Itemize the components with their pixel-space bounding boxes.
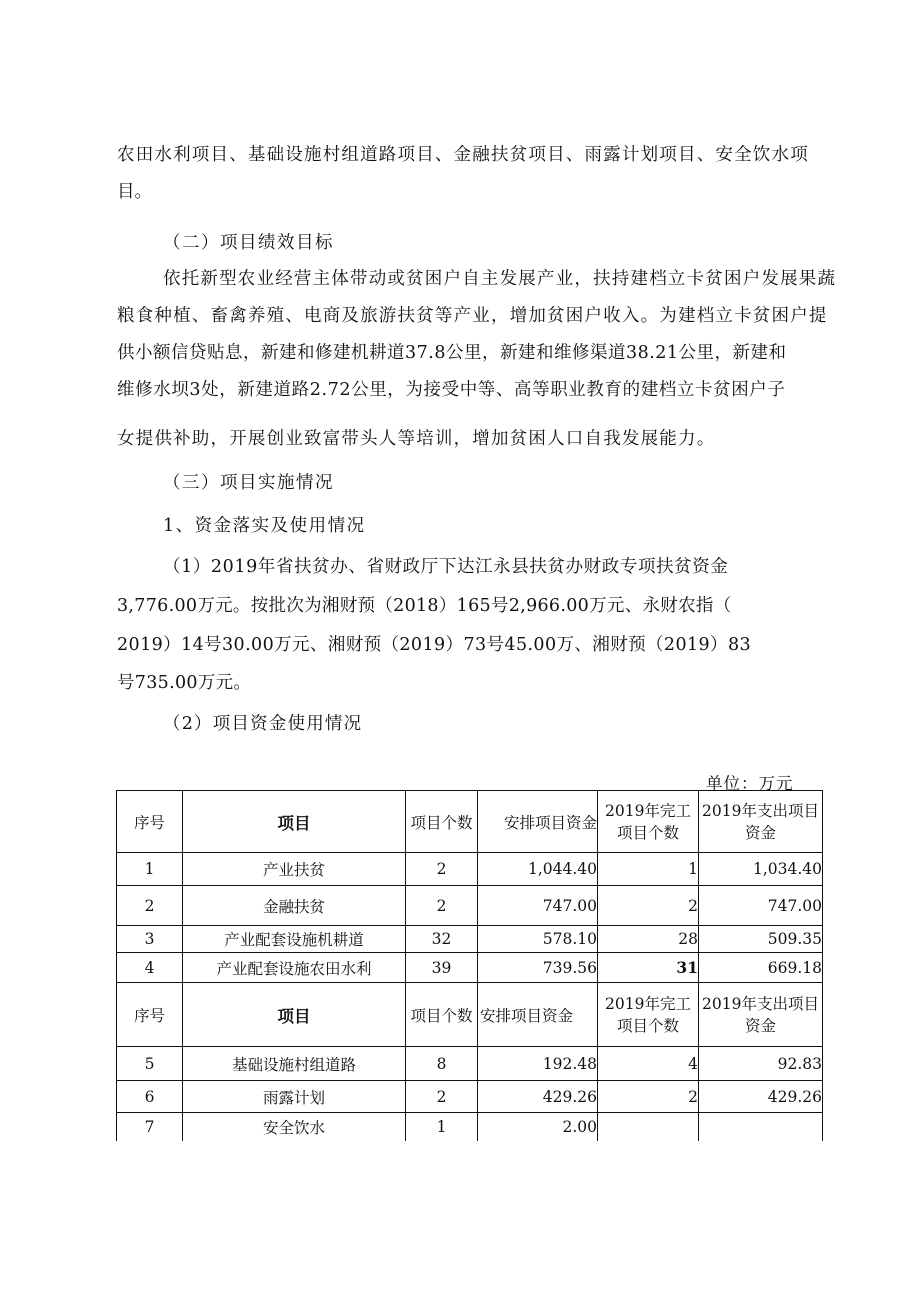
cell-done bbox=[598, 1113, 699, 1141]
paragraph-line: 依托新型农业经营主体带动或贫困户自主发展产业，扶持建档立卡贫困户发展果蔬 bbox=[163, 269, 837, 289]
cell-seq: 7 bbox=[117, 1113, 183, 1141]
cell-count: 2 bbox=[406, 853, 478, 886]
paragraph-line: 维修水坝3处，新建道路2.72公里，为接受中等、高等职业教育的建档立卡贫困户子 bbox=[117, 380, 786, 400]
header-count: 项目个数 bbox=[406, 983, 478, 1047]
subsection-heading-fund-usage: （2）项目资金使用情况 bbox=[163, 714, 363, 734]
cell-done: 1 bbox=[598, 853, 699, 886]
cell-item: 雨露计划 bbox=[183, 1081, 406, 1113]
subsection-heading-funds: 1、资金落实及使用情况 bbox=[163, 516, 366, 536]
cell-funds: 192.48 bbox=[478, 1047, 598, 1081]
cell-done: 4 bbox=[598, 1047, 699, 1081]
cell-count: 8 bbox=[406, 1047, 478, 1081]
cell-spent: 669.18 bbox=[699, 953, 823, 983]
section-heading-implementation: （三）项目实施情况 bbox=[163, 473, 334, 493]
header-done: 2019年完工项目个数 bbox=[598, 983, 699, 1047]
cell-item: 产业配套设施农田水利 bbox=[183, 953, 406, 983]
paragraph-line: 女提供补助，开展创业致富带头人等培训，增加贫困人口自我发展能力。 bbox=[117, 429, 716, 449]
cell-done: 31 bbox=[598, 953, 699, 983]
paragraph-line: 供小额信贷贴息，新建和修建机耕道37.8公里，新建和维修渠道38.21公里，新建和 bbox=[117, 343, 787, 363]
cell-item: 产业扶贫 bbox=[183, 853, 406, 886]
table-row bbox=[117, 1113, 823, 1141]
fund-usage-table bbox=[116, 790, 823, 1141]
header-seq: 序号 bbox=[117, 983, 183, 1047]
cell-item: 产业配套设施机耕道 bbox=[183, 926, 406, 953]
header-item: 项目 bbox=[183, 791, 406, 853]
table-unit-label: 单位：万元 bbox=[706, 774, 794, 793]
table-row bbox=[117, 1081, 823, 1113]
table-row bbox=[117, 1047, 823, 1081]
table-header-row bbox=[117, 791, 823, 853]
paragraph-line: （1）2019年省扶贫办、省财政厅下达江永县扶贫办财政专项扶贫资金 bbox=[163, 557, 729, 577]
cell-item: 金融扶贫 bbox=[183, 886, 406, 926]
cell-spent: 1,034.40 bbox=[699, 853, 823, 886]
paragraph-line: 农田水利项目、基础设施村组道路项目、金融扶贫项目、雨露计划项目、安全饮水项 bbox=[117, 145, 809, 165]
cell-spent: 429.26 bbox=[699, 1081, 823, 1113]
header-spent: 2019年支出项目资金 bbox=[699, 791, 823, 853]
cell-seq: 5 bbox=[117, 1047, 183, 1081]
cell-count: 39 bbox=[406, 953, 478, 983]
paragraph-line: 号735.00万元。 bbox=[117, 673, 252, 693]
table-row bbox=[117, 953, 823, 983]
cell-seq: 4 bbox=[117, 953, 183, 983]
cell-item: 基础设施村组道路 bbox=[183, 1047, 406, 1081]
cell-seq: 2 bbox=[117, 886, 183, 926]
header-done: 2019年完工项目个数 bbox=[598, 791, 699, 853]
cell-funds: 2.00 bbox=[478, 1113, 598, 1141]
cell-count: 32 bbox=[406, 926, 478, 953]
section-heading-performance-goals: （二）项目绩效目标 bbox=[163, 233, 334, 253]
cell-funds: 429.26 bbox=[478, 1081, 598, 1113]
table-row bbox=[117, 853, 823, 886]
cell-spent: 747.00 bbox=[699, 886, 823, 926]
cell-seq: 6 bbox=[117, 1081, 183, 1113]
header-item: 项目 bbox=[183, 983, 406, 1047]
cell-seq: 1 bbox=[117, 853, 183, 886]
paragraph-line: 2019）14号30.00万元、湘财预（2019）73号45.00万、湘财预（2019）83 bbox=[117, 635, 752, 655]
cell-done: 28 bbox=[598, 926, 699, 953]
cell-funds: 578.10 bbox=[478, 926, 598, 953]
cell-funds: 739.56 bbox=[478, 953, 598, 983]
cell-count: 2 bbox=[406, 1081, 478, 1113]
cell-spent: 509.35 bbox=[699, 926, 823, 953]
cell-done: 2 bbox=[598, 886, 699, 926]
paragraph-line: 目。 bbox=[117, 182, 152, 202]
cell-item: 安全饮水 bbox=[183, 1113, 406, 1141]
cell-done: 2 bbox=[598, 1081, 699, 1113]
cell-count: 2 bbox=[406, 886, 478, 926]
cell-spent: 92.83 bbox=[699, 1047, 823, 1081]
header-funds: 安排项目资金 bbox=[478, 791, 598, 853]
cell-count: 1 bbox=[406, 1113, 478, 1141]
cell-funds: 1,044.40 bbox=[478, 853, 598, 886]
header-funds: 安排项目资金 bbox=[478, 983, 598, 1047]
cell-spent bbox=[699, 1113, 823, 1141]
table-row bbox=[117, 886, 823, 926]
header-spent: 2019年支出项目资金 bbox=[699, 983, 823, 1047]
paragraph-line: 3,776.00万元。按批次为湘财预（2018）165号2,966.00万元、永财农指（ bbox=[117, 596, 732, 616]
cell-seq: 3 bbox=[117, 926, 183, 953]
table-header-row bbox=[117, 983, 823, 1047]
paragraph-line: 粮食种植、畜禽养殖、电商及旅游扶贫等产业，增加贫困户收入。为建档立卡贫困户提 bbox=[117, 306, 828, 326]
cell-funds: 747.00 bbox=[478, 886, 598, 926]
header-count: 项目个数 bbox=[406, 791, 478, 853]
table-row bbox=[117, 926, 823, 953]
header-seq: 序号 bbox=[117, 791, 183, 853]
